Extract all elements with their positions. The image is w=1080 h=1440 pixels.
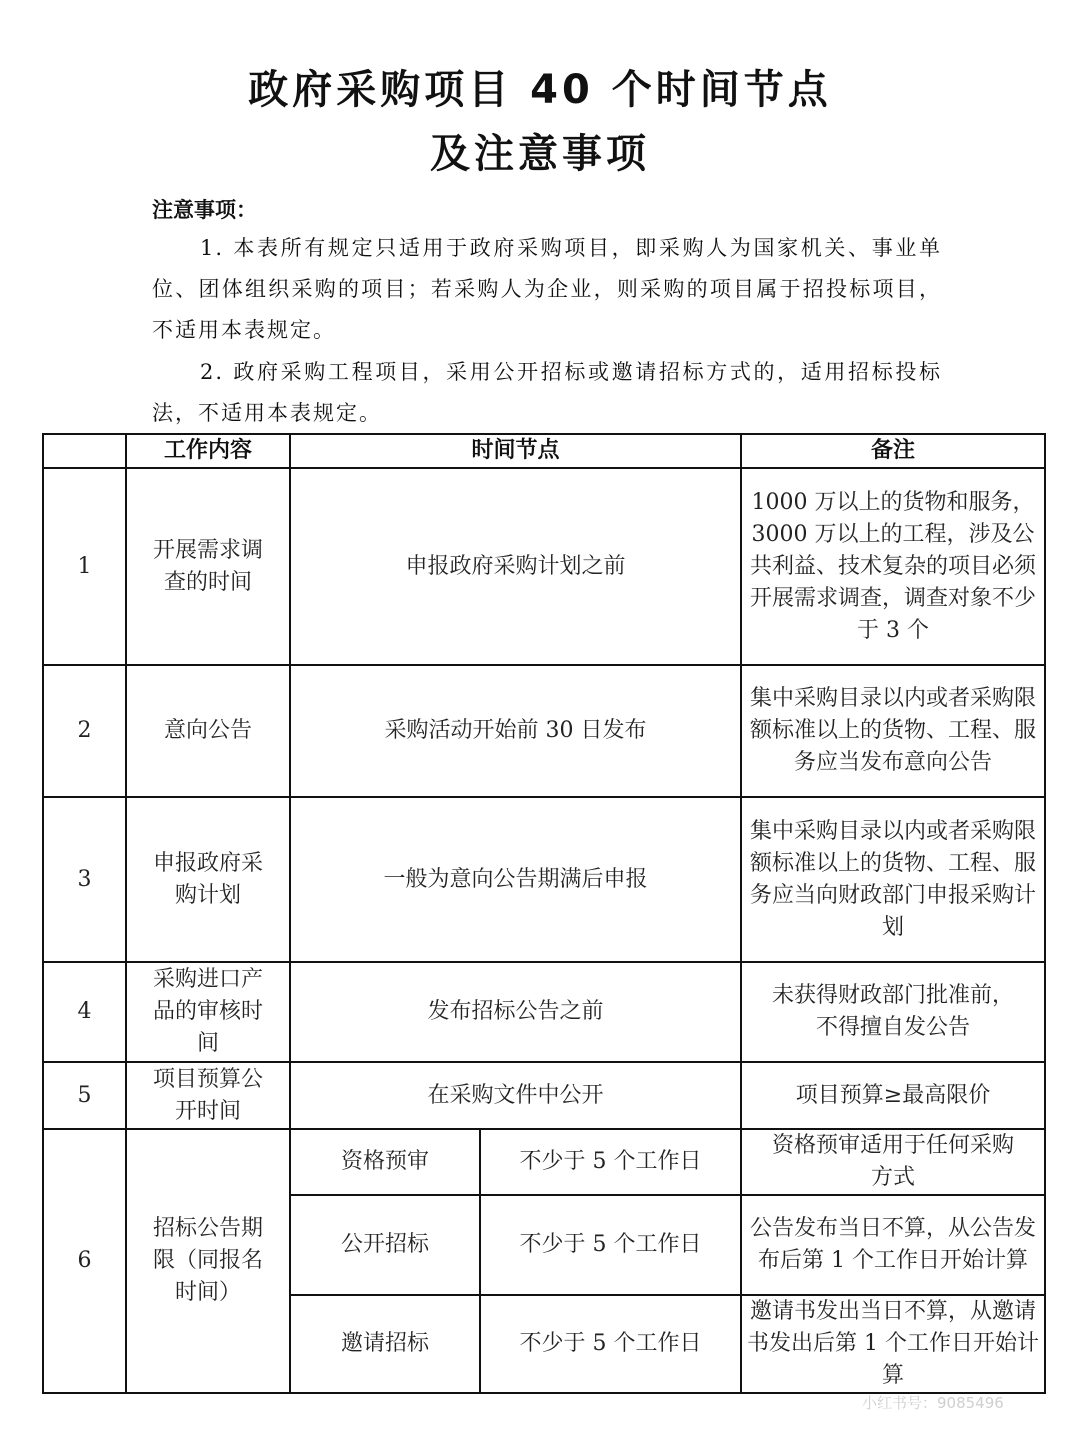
table-row	[43, 1129, 1045, 1195]
header-work-content: 工作内容	[126, 434, 290, 468]
row-number: 2	[43, 665, 126, 797]
remarks-cell: 公告发布当日不算，从公告发布后第 1 个工作日开始计算	[741, 1195, 1045, 1295]
work-content-cell: 项目预算公开时间	[126, 1062, 290, 1129]
table-row	[43, 665, 1045, 797]
work-content-cell: 意向公告	[126, 665, 290, 797]
work-content-cell: 开展需求调查的时间	[126, 468, 290, 665]
table-row	[43, 1062, 1045, 1129]
row-number: 4	[43, 962, 126, 1062]
row-number: 6	[43, 1129, 126, 1393]
work-content-cell: 招标公告期限（同报名时间）	[126, 1129, 290, 1393]
header-remarks: 备注	[741, 434, 1045, 468]
row-number: 5	[43, 1062, 126, 1129]
procurement-type-cell: 公开招标	[290, 1195, 480, 1295]
remarks-cell: 项目预算≥最高限价	[741, 1062, 1045, 1129]
page-subtitle: 及注意事项	[430, 131, 650, 177]
note-paragraph-1: 1. 本表所有规定只适用于政府采购项目，即采购人为国家机关、事业单位、团体组织采购的项目；若采购人为企业，则采购的项目属于招投标项目，不适用本表规定。	[152, 236, 942, 342]
remarks-cell: 集中采购目录以内或者采购限额标准以上的货物、工程、服务应当发布意向公告	[741, 665, 1045, 797]
table-row	[43, 797, 1045, 962]
remarks-cell: 邀请书发出当日不算，从邀请书发出后第 1 个工作日开始计算	[741, 1295, 1045, 1393]
time-node-cell: 不少于 5 个工作日	[480, 1195, 741, 1295]
header-time-node: 时间节点	[290, 434, 741, 468]
time-node-cell: 发布招标公告之前	[290, 962, 741, 1062]
procurement-type-cell: 邀请招标	[290, 1295, 480, 1393]
time-node-table	[42, 433, 1046, 1394]
table-row	[43, 468, 1045, 665]
time-node-cell: 申报政府采购计划之前	[290, 468, 741, 665]
watermark: 小红书号：9085496	[862, 1394, 1004, 1412]
time-node-cell: 采购活动开始前 30 日发布	[290, 665, 741, 797]
page-title: 政府采购项目 40 个时间节点	[248, 67, 832, 113]
time-node-cell: 不少于 5 个工作日	[480, 1295, 741, 1393]
remarks-cell: 资格预审适用于任何采购方式	[741, 1129, 1045, 1195]
table-row	[43, 962, 1045, 1062]
header-index	[43, 434, 126, 468]
row-number: 1	[43, 468, 126, 665]
work-content-cell: 申报政府采购计划	[126, 797, 290, 962]
table-header-row	[43, 434, 1045, 468]
time-node-cell: 不少于 5 个工作日	[480, 1129, 741, 1195]
remarks-cell: 1000 万以上的货物和服务，3000 万以上的工程，涉及公共利益、技术复杂的项目必须开展需求调查，调查对象不少于 3 个	[741, 468, 1045, 665]
time-node-cell: 一般为意向公告期满后申报	[290, 797, 741, 962]
row-number: 3	[43, 797, 126, 962]
notes-heading: 注意事项：	[152, 198, 257, 222]
remarks-cell: 集中采购目录以内或者采购限额标准以上的货物、工程、服务应当向财政部门申报采购计划	[741, 797, 1045, 962]
remarks-cell: 未获得财政部门批准前，不得擅自发公告	[741, 962, 1045, 1062]
note-paragraph-2: 2. 政府采购工程项目，采用公开招标或邀请招标方式的，适用招标投标法，不适用本表规定。	[152, 360, 942, 425]
procurement-type-cell: 资格预审	[290, 1129, 480, 1195]
work-content-cell: 采购进口产品的审核时间	[126, 962, 290, 1062]
time-node-cell: 在采购文件中公开	[290, 1062, 741, 1129]
